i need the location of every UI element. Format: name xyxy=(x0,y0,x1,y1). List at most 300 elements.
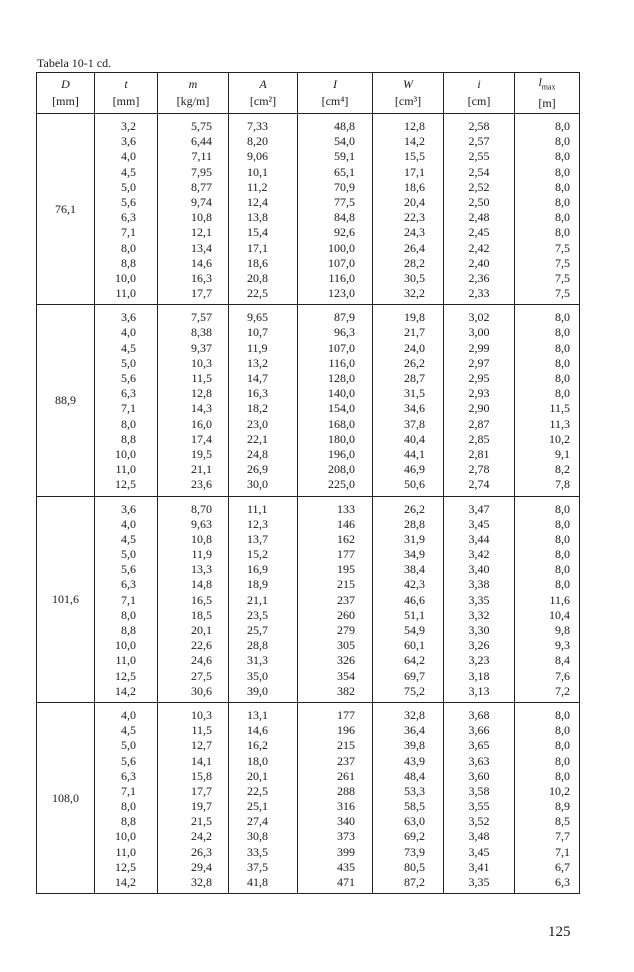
value: 3,66 xyxy=(468,723,490,738)
header-area xyxy=(229,73,298,114)
value: 3,23 xyxy=(468,653,490,668)
diameter-cell: 101,6 xyxy=(37,496,95,702)
value: 2,40 xyxy=(468,255,490,270)
value: 40,4 xyxy=(404,431,425,446)
value: 26,2 xyxy=(404,501,425,516)
value: 8,0 xyxy=(555,562,570,577)
value: 36,4 xyxy=(404,723,425,738)
value: 8,4 xyxy=(555,653,570,668)
mass-cell xyxy=(158,702,229,893)
value: 22,5 xyxy=(247,783,268,798)
radius-of-gyration-cell xyxy=(444,305,515,496)
header-symbol xyxy=(515,74,579,95)
value: 15,5 xyxy=(404,149,425,164)
value: 237 xyxy=(337,753,355,768)
header-unit: [m] xyxy=(538,96,556,111)
value: 3,35 xyxy=(468,592,490,607)
value: 12,5 xyxy=(115,668,136,683)
diameter-group-row xyxy=(37,702,580,893)
value: 116,0 xyxy=(328,270,355,285)
value: 7,8 xyxy=(555,477,570,492)
value: 3,26 xyxy=(468,638,490,653)
value: 37,8 xyxy=(404,416,425,431)
value: 30,0 xyxy=(247,477,268,492)
header-symbol: A xyxy=(259,77,267,91)
value: 3,13 xyxy=(468,683,490,698)
header-unit: [cm⁴] xyxy=(321,94,349,108)
value: 21,1 xyxy=(247,592,268,607)
value: 15,2 xyxy=(247,547,268,562)
value: 16,9 xyxy=(247,562,268,577)
value: 15,8 xyxy=(191,768,212,783)
value: 24,0 xyxy=(404,340,425,355)
value: 8,2 xyxy=(555,462,570,477)
value: 9,3 xyxy=(555,638,570,653)
diameter-group-row xyxy=(37,496,580,702)
value: 237 xyxy=(337,592,355,607)
value: 8,5 xyxy=(555,814,570,829)
header-unit: [cm³] xyxy=(394,94,422,108)
value: 28,8 xyxy=(404,516,425,531)
header-symbol-sub: max xyxy=(541,82,556,92)
value: 13,3 xyxy=(191,562,212,577)
value: 8,77 xyxy=(191,179,212,194)
section-modulus-cell xyxy=(373,114,444,305)
value: 3,6 xyxy=(121,310,136,325)
value: 9,65 xyxy=(247,310,268,325)
value: 177 xyxy=(337,707,355,722)
value: 22,5 xyxy=(247,286,268,301)
header-unit: [mm] xyxy=(112,94,140,108)
area-cell xyxy=(229,114,298,305)
header-unit: [cm] xyxy=(467,94,491,108)
value: 8,0 xyxy=(555,723,570,738)
value: 14,2 xyxy=(115,683,136,698)
value: 20,8 xyxy=(247,270,268,285)
value: 8,0 xyxy=(555,164,570,179)
value: 9,37 xyxy=(191,340,212,355)
value: 8,38 xyxy=(191,325,212,340)
value: 399 xyxy=(337,844,355,859)
value: 5,6 xyxy=(121,753,136,768)
value: 10,7 xyxy=(247,325,268,340)
value: 168,0 xyxy=(328,416,355,431)
value: 4,5 xyxy=(121,723,136,738)
value: 6,3 xyxy=(121,768,136,783)
value: 3,30 xyxy=(468,623,490,637)
value: 13,7 xyxy=(247,531,268,546)
value: 8,9 xyxy=(555,799,570,814)
value: 4,0 xyxy=(121,149,136,164)
value: 18,6 xyxy=(247,255,268,270)
value: 53,3 xyxy=(404,783,425,798)
value: 7,5 xyxy=(555,286,570,301)
value: 29,4 xyxy=(191,859,212,874)
wall-thickness-cell xyxy=(95,496,158,702)
value: 12,1 xyxy=(191,225,212,240)
value: 373 xyxy=(337,829,355,844)
value: 8,0 xyxy=(555,531,570,546)
value: 32,8 xyxy=(404,707,425,722)
value: 26,9 xyxy=(247,462,268,477)
value: 2,74 xyxy=(468,477,490,492)
value: 8,0 xyxy=(555,516,570,531)
value: 261 xyxy=(337,768,355,783)
value: 11,5 xyxy=(191,371,212,385)
value: 3,63 xyxy=(468,753,490,768)
value: 3,6 xyxy=(121,501,136,516)
value: 8,0 xyxy=(121,416,136,431)
value: 13,2 xyxy=(247,355,268,370)
value: 9,74 xyxy=(191,194,212,209)
value: 14,3 xyxy=(191,401,212,416)
wall-thickness-cell xyxy=(95,114,158,305)
value: 30,8 xyxy=(247,829,268,844)
value: 8,0 xyxy=(555,768,570,783)
header-symbol: i xyxy=(477,77,481,91)
value: 16,5 xyxy=(191,592,212,607)
value: 123,0 xyxy=(328,286,355,301)
value: 7,1 xyxy=(121,783,136,798)
value: 18,6 xyxy=(404,179,425,194)
value: 11,0 xyxy=(115,286,136,301)
value: 195 xyxy=(337,562,355,577)
value: 31,3 xyxy=(247,653,268,668)
value: 8,8 xyxy=(121,255,136,270)
value: 3,44 xyxy=(468,531,490,546)
value: 34,6 xyxy=(404,401,425,416)
value: 9,8 xyxy=(555,623,570,637)
max-length-cell xyxy=(515,114,580,305)
value: 34,9 xyxy=(404,547,425,562)
max-length-cell xyxy=(515,496,580,702)
value: 13,4 xyxy=(191,240,212,255)
value: 7,5 xyxy=(555,255,570,270)
value: 25,1 xyxy=(247,799,268,814)
pipe-dimensions-table xyxy=(36,72,580,894)
value: 70,9 xyxy=(334,179,355,194)
value: 26,3 xyxy=(191,844,212,859)
value: 10,0 xyxy=(115,829,136,844)
value: 2,78 xyxy=(468,462,490,477)
header-unit: [kg/m] xyxy=(176,94,210,108)
value: 177 xyxy=(337,547,355,562)
value: 3,40 xyxy=(468,562,490,577)
value: 2,95 xyxy=(468,371,490,385)
value: 14,8 xyxy=(191,577,212,592)
value: 8,0 xyxy=(555,119,570,133)
value: 11,5 xyxy=(549,401,570,416)
value: 8,70 xyxy=(191,501,212,516)
value: 8,8 xyxy=(121,431,136,446)
header-section-modulus xyxy=(373,73,444,114)
value: 3,48 xyxy=(468,829,490,844)
value: 39,8 xyxy=(404,738,425,753)
value: 6,3 xyxy=(121,386,136,401)
diameter-cell: 76,1 xyxy=(37,114,95,305)
value: 21,1 xyxy=(191,462,212,477)
value: 10,2 xyxy=(549,431,570,446)
value: 10,1 xyxy=(247,164,268,179)
value: 2,57 xyxy=(468,134,490,149)
value: 3,18 xyxy=(468,668,490,683)
header-symbol: t xyxy=(124,77,128,91)
value: 8,0 xyxy=(555,179,570,194)
value: 44,1 xyxy=(404,446,425,461)
value: 2,48 xyxy=(468,210,490,225)
value: 92,6 xyxy=(334,225,355,240)
value: 31,9 xyxy=(404,531,425,546)
value: 3,58 xyxy=(468,783,490,798)
value: 63,0 xyxy=(404,814,425,829)
value: 326 xyxy=(337,653,355,668)
value: 260 xyxy=(337,607,355,622)
value: 33,5 xyxy=(247,844,268,859)
value: 7,1 xyxy=(121,225,136,240)
value: 11,9 xyxy=(247,340,268,355)
value: 8,0 xyxy=(555,310,570,325)
value: 6,44 xyxy=(191,134,212,149)
value: 12,3 xyxy=(247,516,268,531)
value: 18,9 xyxy=(247,577,268,592)
value: 2,33 xyxy=(468,286,490,301)
wall-thickness-cell xyxy=(95,305,158,496)
value: 10,2 xyxy=(549,783,570,798)
value: 14,2 xyxy=(115,875,136,889)
diameter-cell: 88,9 xyxy=(37,305,95,496)
value: 2,99 xyxy=(468,340,490,355)
value: 9,1 xyxy=(555,446,570,461)
mass-cell xyxy=(158,305,229,496)
value: 4,5 xyxy=(121,340,136,355)
value: 4,5 xyxy=(121,164,136,179)
value: 5,0 xyxy=(121,547,136,562)
value: 54,9 xyxy=(404,623,425,637)
value: 382 xyxy=(337,683,355,698)
value: 3,42 xyxy=(468,547,490,562)
value: 305 xyxy=(337,638,355,653)
value: 43,9 xyxy=(404,753,425,768)
value: 16,2 xyxy=(247,738,268,753)
value: 8,0 xyxy=(555,753,570,768)
value: 10,8 xyxy=(191,531,212,546)
value: 3,6 xyxy=(121,134,136,149)
area-cell xyxy=(229,702,298,893)
value: 2,55 xyxy=(468,149,490,164)
value: 27,4 xyxy=(247,814,268,829)
value: 3,38 xyxy=(468,577,490,592)
value: 8,0 xyxy=(555,547,570,562)
value: 26,4 xyxy=(404,240,425,255)
value: 9,63 xyxy=(191,516,212,531)
value: 8,0 xyxy=(555,577,570,592)
value: 3,52 xyxy=(468,814,490,829)
wall-thickness-cell xyxy=(95,702,158,893)
value: 27,5 xyxy=(191,668,212,683)
value: 8,0 xyxy=(555,134,570,149)
value: 2,93 xyxy=(468,386,490,401)
value: 6,3 xyxy=(121,210,136,225)
value: 13,1 xyxy=(247,707,268,722)
diameter-cell: 108,0 xyxy=(37,702,95,893)
value: 14,6 xyxy=(191,255,212,270)
value: 50,6 xyxy=(404,477,425,492)
value: 20,1 xyxy=(247,768,268,783)
value: 2,58 xyxy=(468,119,490,133)
value: 140,0 xyxy=(328,386,355,401)
value: 69,7 xyxy=(404,668,425,683)
header-symbol: W xyxy=(403,77,413,91)
value: 22,1 xyxy=(247,431,268,446)
value: 14,2 xyxy=(404,134,425,149)
table-caption: Tabela 10-1 cd. xyxy=(37,56,112,70)
value: 10,8 xyxy=(191,210,212,225)
value: 107,0 xyxy=(328,255,355,270)
header-symbol-main: l xyxy=(538,74,542,89)
value: 5,6 xyxy=(121,371,136,385)
value: 100,0 xyxy=(328,240,355,255)
diameter-group-row xyxy=(37,305,580,496)
value: 16,0 xyxy=(191,416,212,431)
value: 11,1 xyxy=(247,501,268,516)
header-max-length xyxy=(515,73,580,114)
value: 215 xyxy=(337,738,355,753)
value: 4,0 xyxy=(121,516,136,531)
value: 3,35 xyxy=(468,875,490,889)
table-body xyxy=(37,114,580,894)
value: 6,7 xyxy=(555,859,570,874)
value: 7,1 xyxy=(121,401,136,416)
value: 11,0 xyxy=(115,844,136,859)
header-unit: [cm²] xyxy=(249,94,277,108)
area-cell xyxy=(229,496,298,702)
radius-of-gyration-cell xyxy=(444,702,515,893)
value: 6,3 xyxy=(121,577,136,592)
value: 17,7 xyxy=(191,783,212,798)
value: 24,2 xyxy=(191,829,212,844)
header-thickness xyxy=(95,73,158,114)
value: 7,6 xyxy=(555,668,570,683)
value: 14,6 xyxy=(247,723,268,738)
value: 23,6 xyxy=(191,477,212,492)
value: 471 xyxy=(337,875,355,889)
value: 5,6 xyxy=(121,194,136,209)
value: 10,0 xyxy=(115,638,136,653)
moment-of-inertia-cell xyxy=(298,702,373,893)
value: 279 xyxy=(337,623,355,637)
value: 162 xyxy=(337,531,355,546)
value: 14,1 xyxy=(191,753,212,768)
header-moment-of-inertia xyxy=(298,73,373,114)
value: 65,1 xyxy=(334,164,355,179)
value: 32,8 xyxy=(191,875,212,889)
value: 8,20 xyxy=(247,134,268,149)
value: 3,45 xyxy=(468,844,490,859)
value: 42,3 xyxy=(404,577,425,592)
value: 96,3 xyxy=(334,325,355,340)
mass-cell xyxy=(158,496,229,702)
value: 3,41 xyxy=(468,859,490,874)
value: 3,45 xyxy=(468,516,490,531)
value: 11,6 xyxy=(549,592,570,607)
value: 10,4 xyxy=(549,607,570,622)
value: 8,0 xyxy=(555,325,570,340)
value: 12,8 xyxy=(404,119,425,133)
value: 154,0 xyxy=(328,401,355,416)
value: 60,1 xyxy=(404,638,425,653)
value: 19,8 xyxy=(404,310,425,325)
value: 2,52 xyxy=(468,179,490,194)
header-unit: [mm] xyxy=(52,94,79,108)
diameter-group-row xyxy=(37,114,580,305)
value: 18,2 xyxy=(247,401,268,416)
value: 80,5 xyxy=(404,859,425,874)
value: 4,5 xyxy=(121,531,136,546)
value: 180,0 xyxy=(328,431,355,446)
section-modulus-cell xyxy=(373,702,444,893)
value: 8,0 xyxy=(555,707,570,722)
value: 2,45 xyxy=(468,225,490,240)
value: 17,1 xyxy=(247,240,268,255)
value: 225,0 xyxy=(328,477,355,492)
value: 12,5 xyxy=(115,859,136,874)
value: 19,7 xyxy=(191,799,212,814)
value: 10,0 xyxy=(115,446,136,461)
max-length-cell xyxy=(515,305,580,496)
value: 2,54 xyxy=(468,164,490,179)
value: 8,0 xyxy=(555,210,570,225)
value: 11,9 xyxy=(191,547,212,562)
value: 288 xyxy=(337,783,355,798)
value: 21,5 xyxy=(191,814,212,829)
value: 8,0 xyxy=(555,501,570,516)
value: 9,06 xyxy=(247,149,268,164)
value: 32,2 xyxy=(404,286,425,301)
section-modulus-cell xyxy=(373,496,444,702)
value: 340 xyxy=(337,814,355,829)
value: 18,5 xyxy=(191,607,212,622)
value: 8,0 xyxy=(555,371,570,385)
value: 3,02 xyxy=(468,310,490,325)
value: 13,8 xyxy=(247,210,268,225)
value: 10,3 xyxy=(191,707,212,722)
value: 77,5 xyxy=(334,194,355,209)
header-mass xyxy=(158,73,229,114)
value: 8,8 xyxy=(121,814,136,829)
value: 4,0 xyxy=(121,325,136,340)
value: 3,65 xyxy=(468,738,490,753)
value: 84,8 xyxy=(334,210,355,225)
value: 22,6 xyxy=(191,638,212,653)
value: 10,0 xyxy=(115,270,136,285)
value: 316 xyxy=(337,799,355,814)
value: 28,7 xyxy=(404,371,425,385)
value: 8,8 xyxy=(121,623,136,637)
value: 7,1 xyxy=(121,592,136,607)
value: 7,95 xyxy=(191,164,212,179)
value: 8,0 xyxy=(555,738,570,753)
value: 17,7 xyxy=(191,286,212,301)
value: 3,55 xyxy=(468,799,490,814)
header-radius-of-gyration xyxy=(444,73,515,114)
value: 18,0 xyxy=(247,753,268,768)
value: 73,9 xyxy=(404,844,425,859)
value: 8,0 xyxy=(555,149,570,164)
section-modulus-cell xyxy=(373,305,444,496)
header-row xyxy=(37,73,580,114)
value: 116,0 xyxy=(328,355,355,370)
value: 5,0 xyxy=(121,179,136,194)
